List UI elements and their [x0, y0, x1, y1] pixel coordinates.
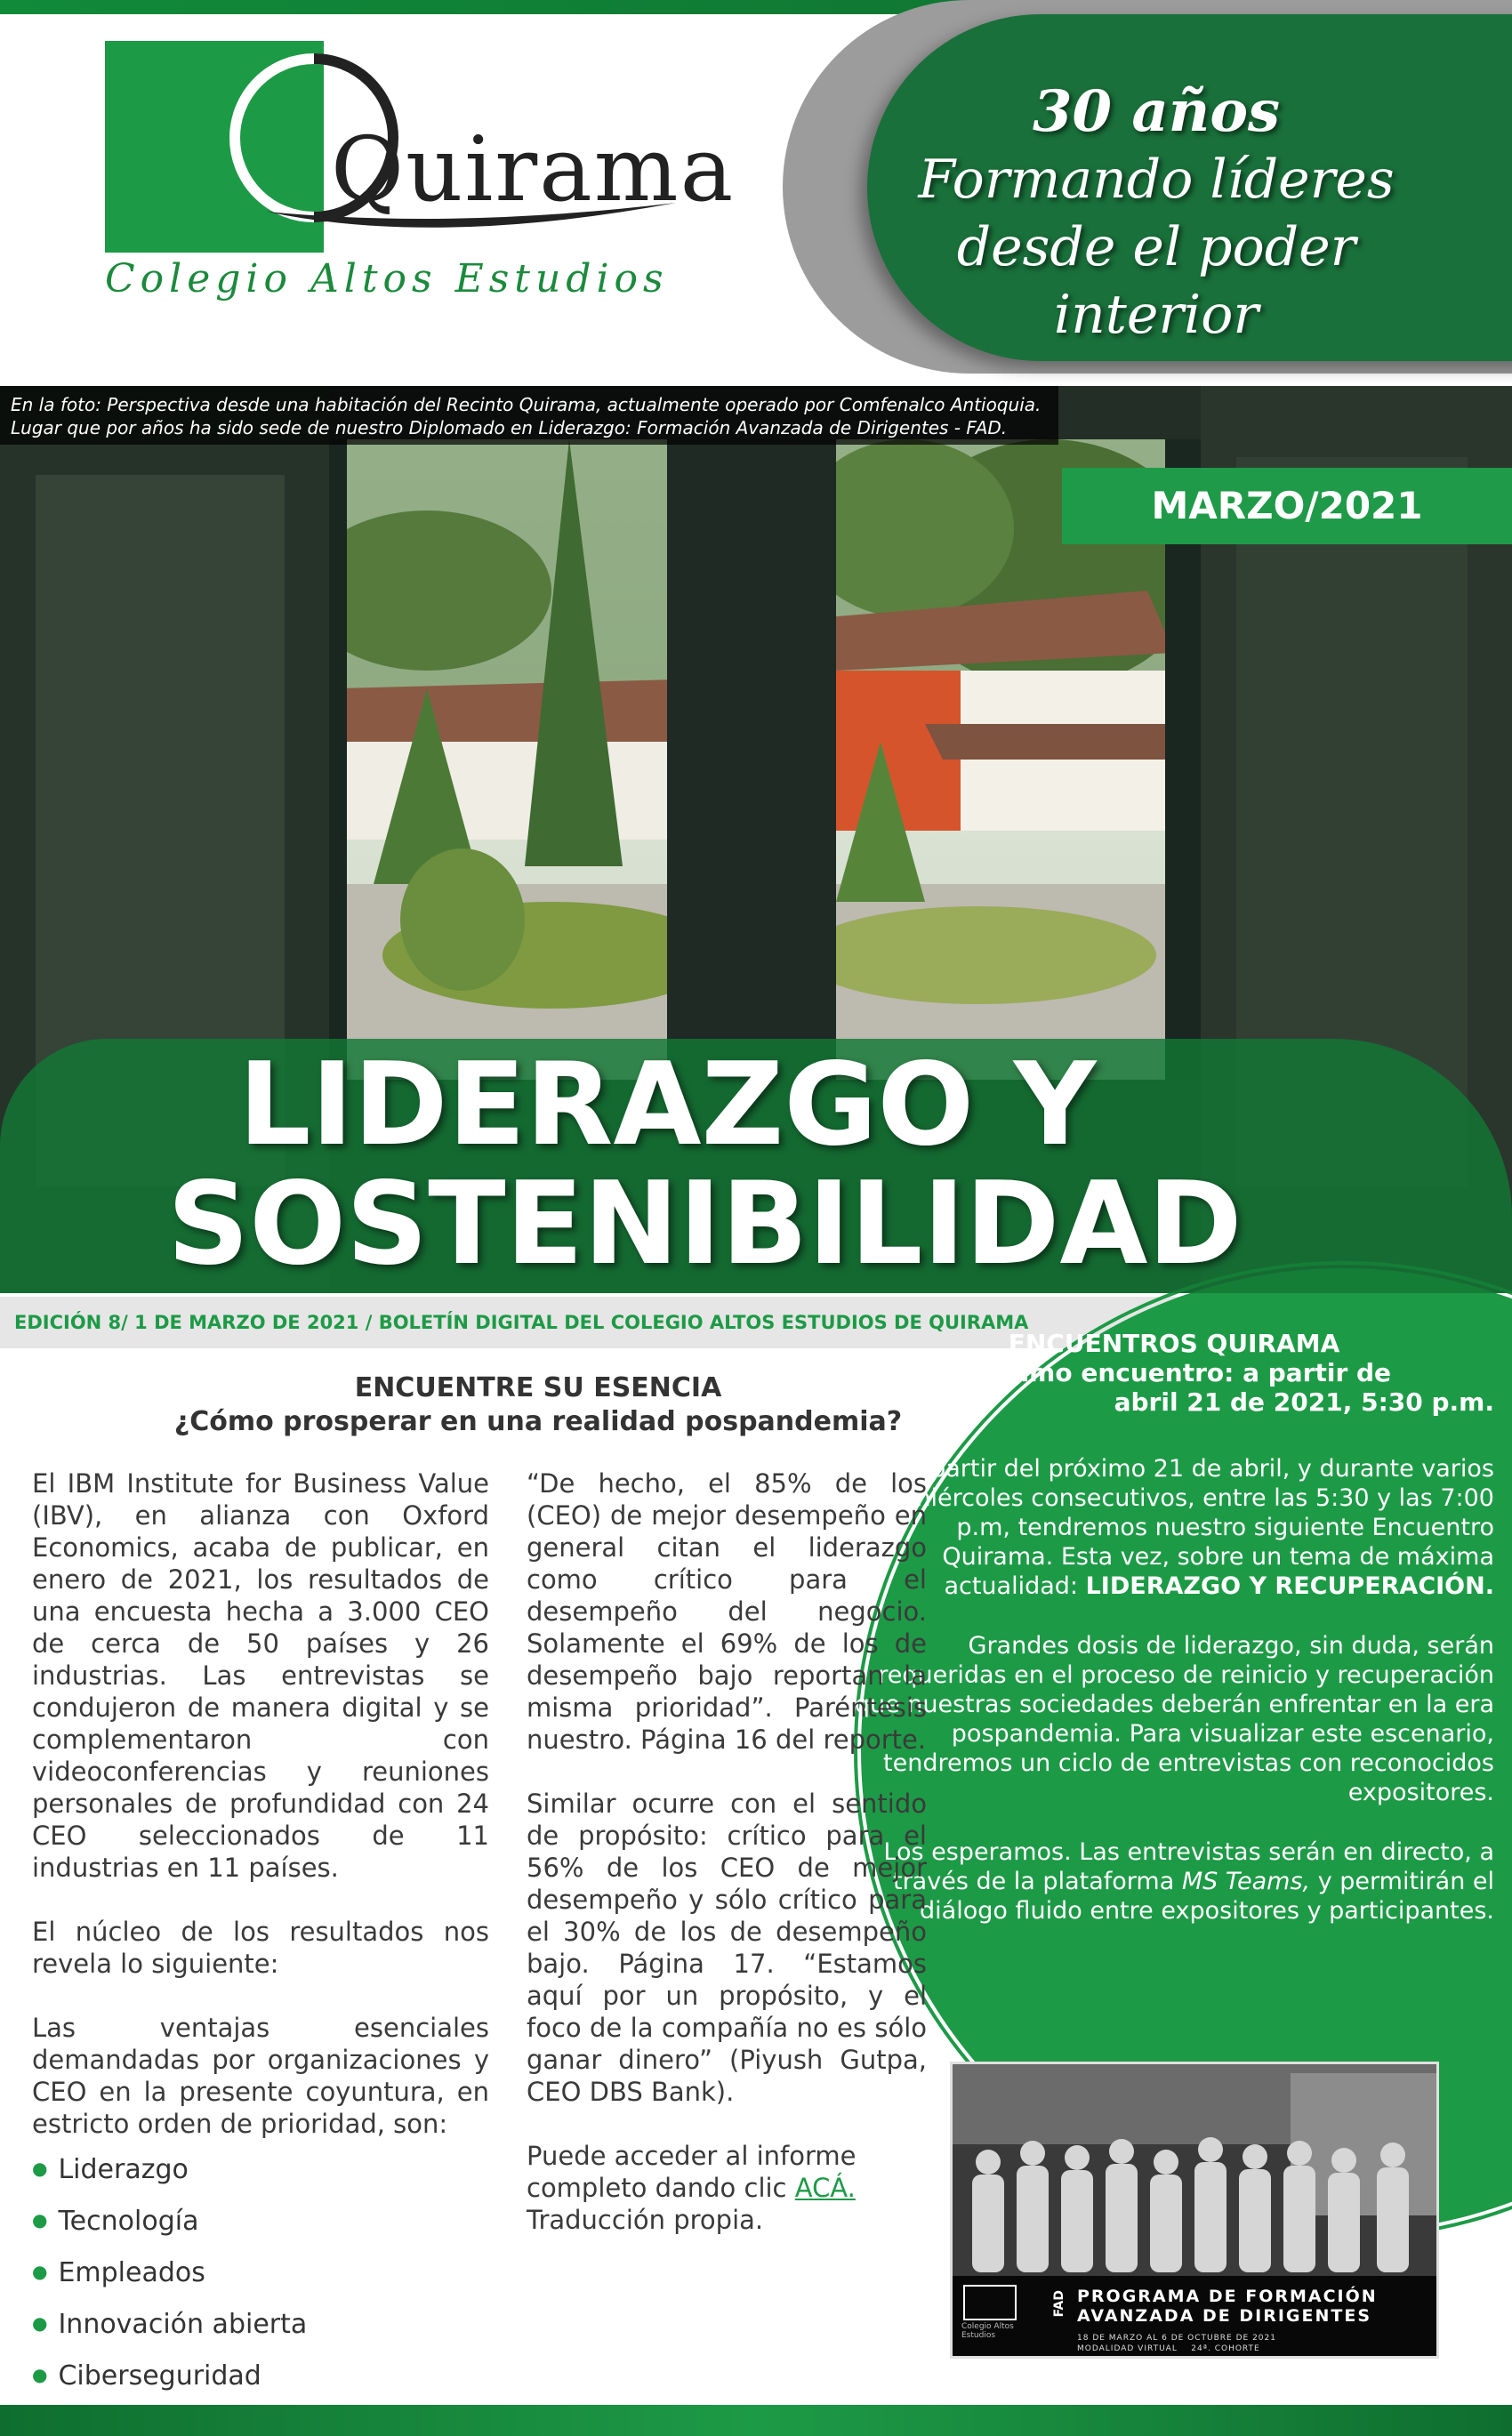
list-item: ● Tecnología	[32, 2197, 489, 2248]
fad-program-mode: MODALIDAD VIRTUAL	[1077, 2344, 1178, 2353]
encuentros-p1-bold: LIDERAZGO Y RECUPERACIÓN.	[1085, 1572, 1494, 1600]
encuentros-p3-platform: MS Teams,	[1181, 1868, 1311, 1895]
slogan-line-3: desde el poder interior	[956, 216, 1356, 346]
report-access-text: Puede acceder al informe completo dando clic	[527, 2141, 857, 2203]
fad-label: FAD	[1052, 2290, 1066, 2318]
article-title: ENCUENTRE SU ESENCIA	[354, 1372, 722, 1403]
photo-caption	[0, 386, 1058, 445]
encuentros-next-line-2: abril 21 de 2021, 5:30 p.m.	[1114, 1387, 1494, 1417]
encuentros-paragraph-3	[854, 1837, 1494, 1925]
fad-program-title	[1077, 2287, 1433, 2326]
article-col2-paragraph-1: “De hecho, el 85% de los (CEO) de mejor desempeño en general citan el liderazgo como crítico para el desempeño del negocio. Solamente el 69% de los de desempeño bajo reportan la misma prioridad”. Paréntesis nuestro. Página 16 del reporte.	[527, 1468, 927, 1755]
fad-program-meta	[1077, 2344, 1433, 2354]
list-item: ● Ciberseguridad	[32, 2352, 489, 2403]
list-item: ● Innovación abierta	[32, 2300, 489, 2352]
article-col1-paragraph-3: Las ventajas esenciales demandadas por organizaciones y CEO en la presente coyuntura, en estricto orden de prioridad, son:	[32, 2013, 489, 2139]
headline-line-2: SOSTENIBILIDAD	[167, 1158, 1243, 1290]
report-link[interactable]: ACÁ.	[794, 2173, 856, 2203]
logo-name: Quirama	[331, 117, 736, 221]
encuentros-p3-suffix: y permitirán el diálogo fluido entre expositores y participantes.	[920, 1868, 1494, 1925]
encuentros-p3-prefix: Los esperamos. Las entrevistas serán en directo, a través de la plataforma	[883, 1838, 1494, 1895]
slogan-line-1: 30 años	[1032, 78, 1281, 145]
article-col2-paragraph-2: Similar ocurre con el sentido de propósito: crítico para el 56% de los CEO de mejor desempeño y sólo crítico para el 30% de los de desempeño bajo. Página 17. “Estamos aquí por un propósito, y el foco de la compañía no es sólo ganar dinero” (Piyush Gutpa, CEO DBS Bank).	[527, 1789, 927, 2107]
encuentros-paragraph-2: Grandes dosis de liderazgo, sin duda, serán requeridas en el proceso de reinicio y recuperación que nuestras sociedades deberán enfrentar en la era pospandemia. Para visualizar este escenario, tendremos un ciclo de entrevistas con reconocidos expositores.	[854, 1632, 1494, 1806]
list-item: ● Liderazgo	[32, 2145, 489, 2197]
encuentros-paragraph-1	[854, 1454, 1494, 1601]
edition-bar: EDICIÓN 8/ 1 DE MARZO DE 2021 / BOLETÍN DIGITAL DEL COLEGIO ALTOS ESTUDIOS DE QUIRAMA	[0, 1297, 1512, 1348]
article-col1-paragraph-2: El núcleo de los resultados nos revela lo siguiente:	[32, 1917, 489, 1979]
slogan	[854, 78, 1459, 349]
slogan-line-2: Formando líderes	[918, 149, 1395, 211]
encuentros-next-line-1: Próximo encuentro: a partir de	[956, 1358, 1392, 1387]
issue-date: MARZO/2021	[1062, 468, 1512, 544]
fad-logo-text: Colegio Altos Estudios	[961, 2322, 1014, 2340]
fad-program-details	[1077, 2333, 1433, 2354]
article-heading	[27, 1371, 1050, 1439]
headline-line-1: LIDERAZGO Y	[238, 1039, 1097, 1171]
bottom-stripe	[0, 2405, 1512, 2436]
article-column-2	[527, 1467, 927, 2268]
fad-program-cohort: 24ª. COHORTE	[1191, 2344, 1260, 2353]
fad-logo	[963, 2285, 1017, 2320]
article-column-1	[32, 1467, 489, 2172]
encuentros-title: ENCUENTROS QUIRAMA	[1008, 1329, 1340, 1358]
encuentros-p1-text: A partir del próximo 21 de abril, y durante varios miércoles consecutivos, entre las 5:30 y las 7:00 p.m, tendremos nuestro siguiente Encuentro Quirama. Esta vez, sobre un tema de máxima actualidad:	[906, 1455, 1494, 1600]
article-subtitle: ¿Cómo prosperar en una realidad pospandemia?	[173, 1406, 903, 1437]
headline	[0, 1039, 1512, 1290]
fad-program-photo	[950, 2062, 1439, 2359]
logo-subtitle: Colegio Altos Estudios	[105, 256, 669, 301]
photo-caption-line-2: Lugar que por años ha sido sede de nuestro Diplomado en Liderazgo: Formación Avanzada de Dirigentes - FAD.	[11, 417, 1008, 438]
priority-list	[32, 2145, 489, 2403]
translation-note: Traducción propia.	[527, 2205, 764, 2235]
fad-program-dates: 18 DE MARZO AL 6 DE OCTUBRE DE 2021	[1077, 2334, 1276, 2343]
fad-program-title-line-2: AVANZADA DE DIRIGENTES	[1077, 2306, 1372, 2326]
list-item: ● Empleados	[32, 2248, 489, 2300]
logo-swoosh	[258, 185, 685, 238]
fad-program-title-line-1: PROGRAMA DE FORMACIÓN	[1077, 2287, 1378, 2306]
photo-caption-line-1: En la foto: Perspectiva desde una habitación del Recinto Quirama, actualmente operado por Comfenalco Antioquia.	[11, 394, 1042, 415]
article-col1-paragraph-1: El IBM Institute for Business Value (IBV), en alianza con Oxford Economics, acaba de publicar, en enero de 2021, los resultados de una encuesta hecha a 3.000 CEO de cerca de 50 países y 26 industrias. Las entrevistas se condujeron de manera digital y se complementaron con videoconferencias y reuniones personales de profundidad con 24 CEO seleccionados de 11 industrias en 11 países.	[32, 1468, 489, 1883]
article-col2-paragraph-3	[527, 2140, 927, 2236]
